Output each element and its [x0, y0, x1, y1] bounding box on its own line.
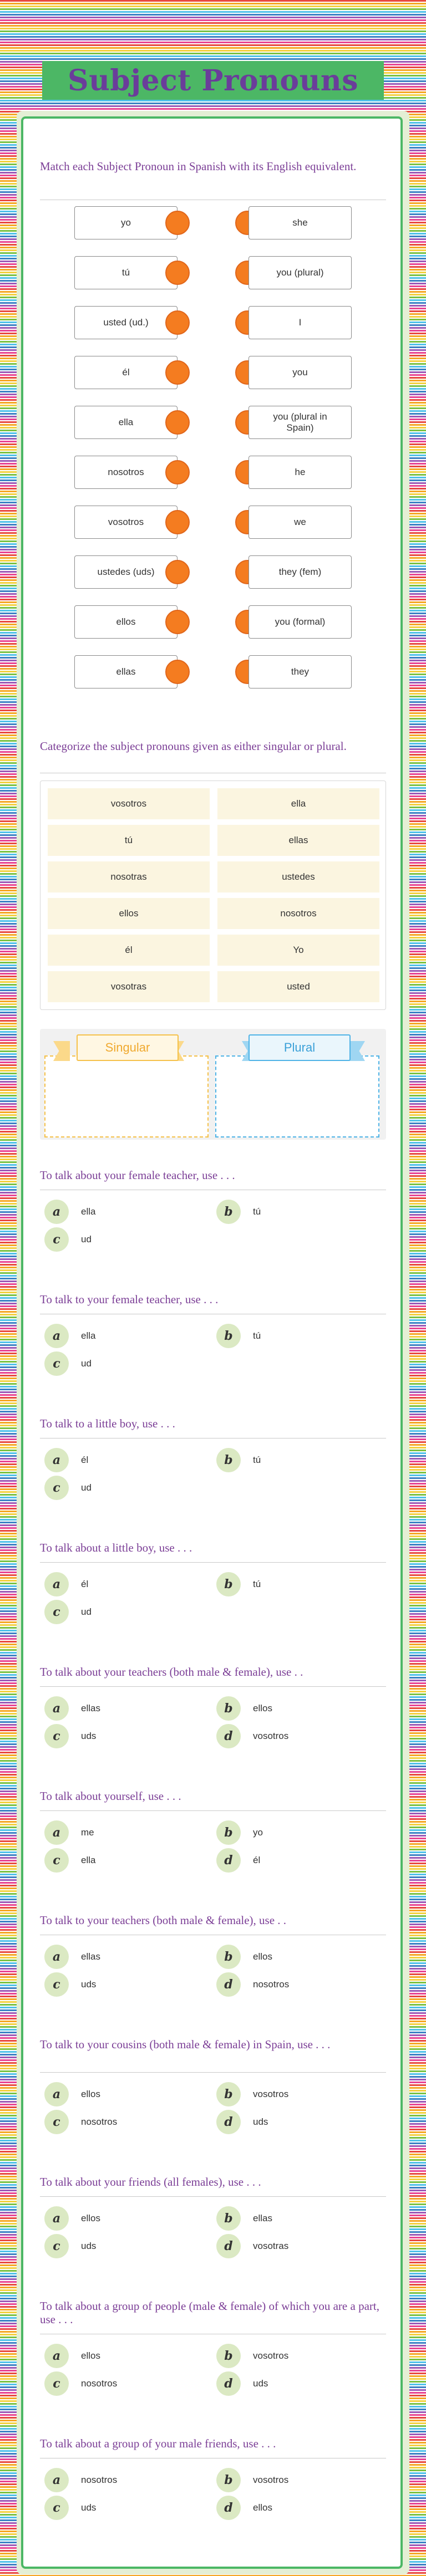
- match-left-connector[interactable]: [165, 310, 190, 335]
- question-rule: [40, 1686, 386, 1687]
- match-right-item[interactable]: they: [248, 655, 352, 688]
- match-right-item[interactable]: you: [248, 356, 352, 389]
- option-letter-badge[interactable]: d: [216, 2110, 241, 2134]
- option-letter-badge[interactable]: a: [44, 1572, 69, 1596]
- option-letter-badge[interactable]: d: [216, 1972, 241, 1997]
- option-letter-badge[interactable]: a: [44, 2082, 69, 2106]
- categorize-chip[interactable]: Yo: [217, 935, 379, 966]
- option-text[interactable]: ellos: [81, 2350, 100, 2361]
- option-letter-badge[interactable]: c: [44, 1476, 69, 1500]
- option-letter-badge[interactable]: a: [44, 1324, 69, 1348]
- option-text[interactable]: ellas: [253, 2213, 272, 2223]
- option-letter-badge[interactable]: d: [216, 1848, 241, 1873]
- option-text[interactable]: tú: [253, 1330, 261, 1341]
- option-letter-badge[interactable]: c: [44, 1724, 69, 1748]
- option-text[interactable]: nosotros: [81, 2475, 118, 2485]
- option-text[interactable]: uds: [81, 1979, 97, 1990]
- match-left-connector[interactable]: [165, 610, 190, 634]
- categorize-chip[interactable]: él: [48, 935, 210, 966]
- option-text[interactable]: él: [253, 1855, 261, 1865]
- option-letter-badge[interactable]: a: [44, 1696, 69, 1721]
- match-left-connector[interactable]: [165, 261, 190, 285]
- option-letter-badge[interactable]: a: [44, 2206, 69, 2231]
- match-left-item[interactable]: vosotros: [74, 506, 178, 539]
- option-text[interactable]: uds: [81, 2241, 97, 2251]
- option-text[interactable]: tú: [253, 1579, 261, 1589]
- match-left-item[interactable]: nosotros: [74, 456, 178, 489]
- singular-bin[interactable]: [44, 1055, 209, 1137]
- option-letter-badge[interactable]: c: [44, 1848, 69, 1873]
- option-letter-badge[interactable]: d: [216, 2371, 241, 2396]
- match-right-item[interactable]: they (fem): [248, 555, 352, 589]
- option-letter-badge[interactable]: a: [44, 1200, 69, 1224]
- option-letter-badge[interactable]: b: [216, 1945, 241, 1969]
- categorize-chip[interactable]: tú: [48, 825, 210, 856]
- categorize-chip[interactable]: nosotras: [48, 861, 210, 892]
- question-text: To talk to your cousins (both male & female) in Spain, use . . .: [40, 2038, 331, 2051]
- option-text[interactable]: ud: [81, 1358, 92, 1369]
- option-letter-badge[interactable]: b: [216, 1324, 241, 1348]
- option-text[interactable]: yo: [253, 1827, 263, 1838]
- match-left-item[interactable]: usted (ud.): [74, 306, 178, 339]
- worksheet-title: Subject Pronouns: [68, 63, 358, 98]
- option-text[interactable]: tú: [253, 1206, 261, 1217]
- option-text[interactable]: tú: [253, 1455, 261, 1465]
- option-text[interactable]: ellos: [81, 2213, 100, 2223]
- categorize-chip[interactable]: vosotros: [48, 788, 210, 819]
- option-text[interactable]: ella: [81, 1206, 96, 1217]
- question-text: To talk about yourself, use . . .: [40, 1789, 181, 1803]
- option-letter-badge[interactable]: c: [44, 2110, 69, 2134]
- option-text[interactable]: vosotros: [253, 2089, 289, 2099]
- match-instruction: Match each Subject Pronoun in Spanish with its English equivalent.: [40, 160, 357, 173]
- option-letter-badge[interactable]: a: [44, 1820, 69, 1845]
- option-text[interactable]: ella: [81, 1330, 96, 1341]
- option-text[interactable]: vosotros: [253, 1731, 289, 1741]
- match-left-connector[interactable]: [165, 460, 190, 484]
- option-text[interactable]: ud: [81, 1606, 92, 1617]
- option-letter-badge[interactable]: b: [216, 1820, 241, 1845]
- option-letter-badge[interactable]: b: [216, 2468, 241, 2492]
- match-right-item[interactable]: you (plural): [248, 256, 352, 289]
- singular-bin-label: Singular: [77, 1034, 179, 1061]
- question-text: To talk about a group of people (male & female) of which you are a part, use . . .: [40, 2299, 379, 2326]
- match-left-connector[interactable]: [165, 410, 190, 435]
- option-text[interactable]: vosotros: [253, 2350, 289, 2361]
- question-rule: [40, 1810, 386, 1811]
- option-text[interactable]: nosotros: [81, 2378, 118, 2389]
- option-text[interactable]: ud: [81, 1234, 92, 1244]
- option-letter-badge[interactable]: c: [44, 1227, 69, 1252]
- option-letter-badge[interactable]: c: [44, 2371, 69, 2396]
- question-text: To talk to a little boy, use . . .: [40, 1417, 175, 1430]
- option-letter-badge[interactable]: b: [216, 2206, 241, 2231]
- categorize-chip[interactable]: nosotros: [217, 898, 379, 929]
- option-text[interactable]: uds: [253, 2116, 268, 2127]
- option-letter-badge[interactable]: b: [216, 2344, 241, 2368]
- match-right-item[interactable]: we: [248, 506, 352, 539]
- match-right-item[interactable]: I: [248, 306, 352, 339]
- option-text[interactable]: él: [81, 1579, 89, 1589]
- match-left-item[interactable]: ella: [74, 406, 178, 439]
- option-letter-badge[interactable]: c: [44, 1972, 69, 1997]
- match-left-item[interactable]: ellas: [74, 655, 178, 688]
- option-text[interactable]: ellos: [253, 1703, 272, 1713]
- title-banner: [42, 61, 384, 100]
- match-left-connector[interactable]: [165, 660, 190, 684]
- question-rule: [40, 1562, 386, 1563]
- question-text: To talk about your teachers (both male & female), use . .: [40, 1665, 303, 1679]
- categorize-chip[interactable]: ellos: [48, 898, 210, 929]
- option-text[interactable]: ellos: [253, 2502, 272, 2513]
- option-letter-badge[interactable]: c: [44, 1351, 69, 1376]
- option-text[interactable]: ellos: [253, 1951, 272, 1962]
- plural-bin-label: Plural: [248, 1034, 351, 1061]
- option-letter-badge[interactable]: a: [44, 2344, 69, 2368]
- option-text[interactable]: vosotros: [253, 2475, 289, 2485]
- option-letter-badge[interactable]: c: [44, 2496, 69, 2520]
- option-text[interactable]: uds: [253, 2378, 268, 2389]
- question-text: To talk about your friends (all females), use . . .: [40, 2175, 261, 2189]
- categorize-chip[interactable]: ustedes: [217, 861, 379, 892]
- match-left-connector[interactable]: [165, 560, 190, 584]
- question-rule: [40, 2196, 386, 2197]
- match-left-item[interactable]: él: [74, 356, 178, 389]
- option-text[interactable]: ud: [81, 1482, 92, 1493]
- question-text: To talk to your teachers (both male & female), use . .: [40, 1914, 287, 1927]
- option-letter-badge[interactable]: d: [216, 1724, 241, 1748]
- option-letter-badge[interactable]: b: [216, 1448, 241, 1472]
- match-right-item[interactable]: he: [248, 456, 352, 489]
- match-left-connector[interactable]: [165, 510, 190, 534]
- option-letter-badge[interactable]: b: [216, 1696, 241, 1721]
- option-text[interactable]: ellos: [81, 2089, 100, 2099]
- match-left-item[interactable]: yo: [74, 206, 178, 239]
- option-letter-badge[interactable]: b: [216, 2082, 241, 2106]
- question-text: To talk about a little boy, use . . .: [40, 1541, 192, 1554]
- match-left-item[interactable]: ellos: [74, 605, 178, 639]
- match-right-item[interactable]: she: [248, 206, 352, 239]
- option-letter-badge[interactable]: a: [44, 1448, 69, 1472]
- question-rule: [40, 2072, 386, 2073]
- option-text[interactable]: me: [81, 1827, 94, 1838]
- categorize-chip[interactable]: ellas: [217, 825, 379, 856]
- categorize-chip[interactable]: ella: [217, 788, 379, 819]
- option-text[interactable]: ella: [81, 1855, 96, 1865]
- match-right-item[interactable]: you (plural in Spain): [248, 406, 352, 439]
- option-letter-badge[interactable]: c: [44, 2234, 69, 2258]
- option-text[interactable]: él: [81, 1455, 89, 1465]
- match-right-item[interactable]: you (formal): [248, 605, 352, 639]
- categorize-chip[interactable]: vosotras: [48, 971, 210, 1002]
- option-letter-badge[interactable]: a: [44, 1945, 69, 1969]
- option-text[interactable]: ellas: [81, 1703, 100, 1713]
- option-text[interactable]: nosotros: [81, 2116, 118, 2127]
- option-letter-badge[interactable]: b: [216, 1572, 241, 1596]
- option-text[interactable]: uds: [81, 1731, 97, 1741]
- match-left-connector[interactable]: [165, 360, 190, 385]
- question-text: To talk about a group of your male friends, use . . .: [40, 2437, 276, 2450]
- option-letter-badge[interactable]: d: [216, 2234, 241, 2258]
- categorize-chip[interactable]: usted: [217, 971, 379, 1002]
- categorize-instruction: Categorize the subject pronouns given as either singular or plural.: [40, 739, 347, 753]
- plural-bin[interactable]: [215, 1055, 379, 1137]
- match-left-connector[interactable]: [165, 211, 190, 235]
- match-left-item[interactable]: tú: [74, 256, 178, 289]
- option-letter-badge[interactable]: a: [44, 2468, 69, 2492]
- option-letter-badge[interactable]: d: [216, 2496, 241, 2520]
- option-text[interactable]: vosotras: [253, 2241, 289, 2251]
- question-rule: [40, 1438, 386, 1439]
- match-left-item[interactable]: ustedes (uds): [74, 555, 178, 589]
- question-text: To talk to your female teacher, use . . .: [40, 1293, 219, 1306]
- question-text: To talk about your female teacher, use . . .: [40, 1169, 235, 1182]
- option-letter-badge[interactable]: b: [216, 1200, 241, 1224]
- option-text[interactable]: ellas: [81, 1951, 100, 1962]
- option-letter-badge[interactable]: c: [44, 1600, 69, 1624]
- option-text[interactable]: nosotros: [253, 1979, 290, 1990]
- option-text[interactable]: uds: [81, 2502, 97, 2513]
